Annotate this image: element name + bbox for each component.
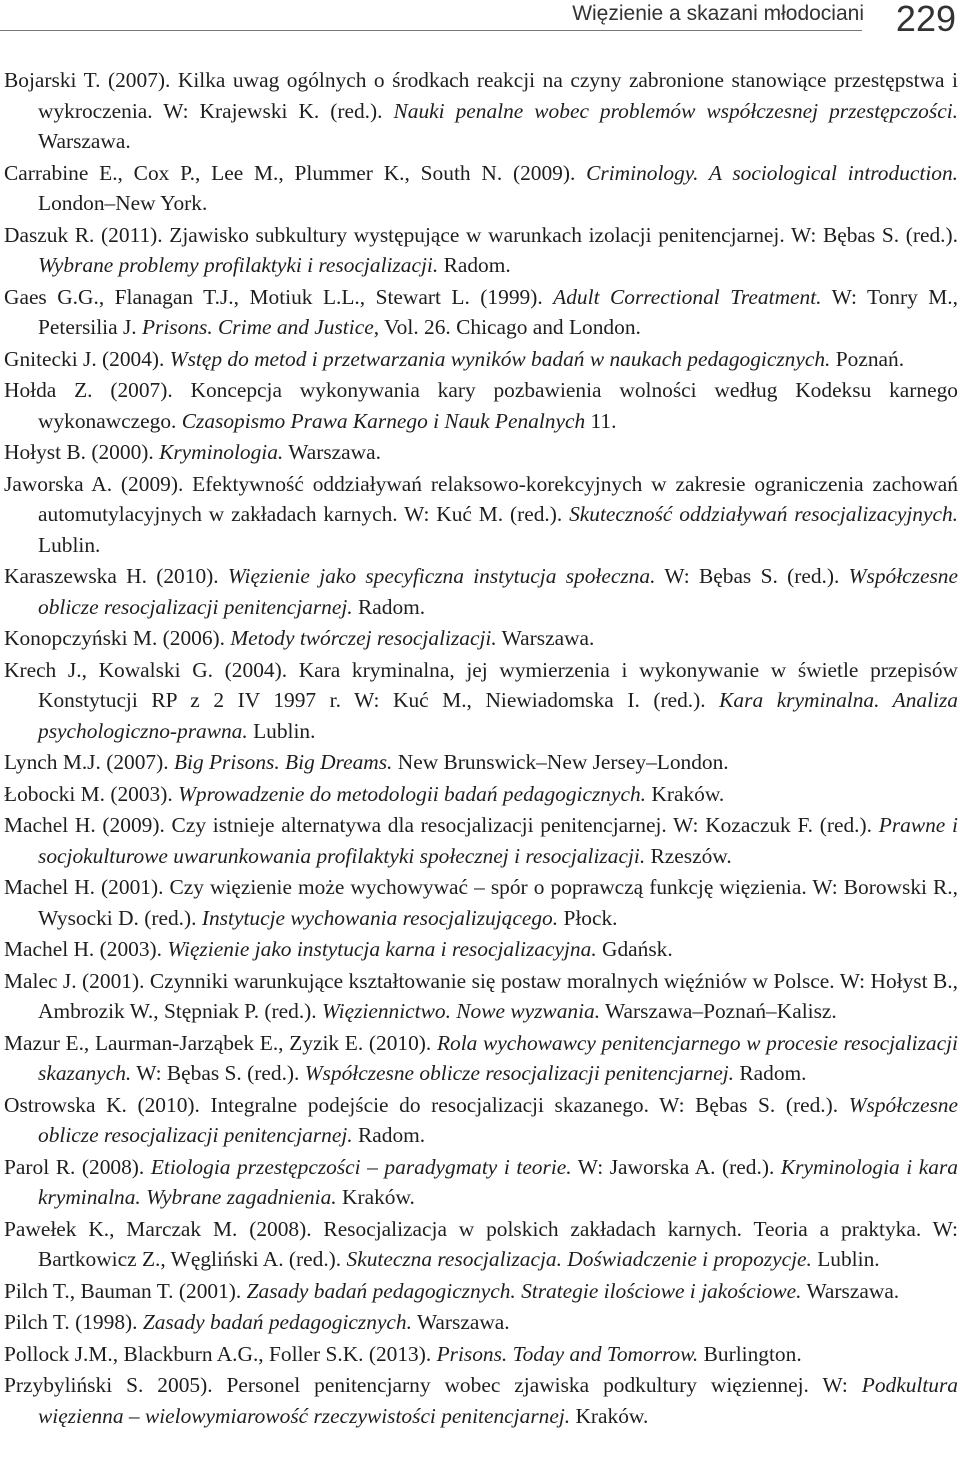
running-title: Więzienie a skazani młodociani <box>572 2 864 25</box>
reference-text: Krech J., Kowalski G. (2004). Kara kryminalna, jej wymierzenia i wykonywanie w świetle przepisów Konstytucji RP z 2 IV 1997 r. W: Kuć M., Niewiadomska I. (red.). <box>4 657 958 712</box>
reference-entry <box>4 1276 958 1307</box>
reference-text: W: Bębas S. (red.). <box>655 564 849 588</box>
reference-text: Radom. <box>352 594 426 619</box>
reference-text: Rzeszów. <box>645 843 732 868</box>
reference-entry <box>4 1307 958 1338</box>
reference-entry <box>4 375 958 436</box>
reference-text: W: Tonry M., Petersilia J. <box>38 284 958 339</box>
reference-text: Daszuk R. (2011). Zjawisko subkultury występujące w warunkach izolacji penitencjarnej. W: Bębas S. (red.). <box>4 222 958 247</box>
reference-title: Kryminologia. <box>159 440 284 464</box>
reference-entry <box>4 872 958 933</box>
header-rule <box>0 30 862 31</box>
reference-title: Wybrane problemy profilaktyki i resocjalizacji. <box>38 253 439 277</box>
reference-title: Zasady badań pedagogicznych. <box>142 1310 412 1334</box>
reference-entry <box>4 282 958 343</box>
reference-title: Więziennictwo. Nowe wyzwania. <box>322 999 601 1023</box>
reference-text: Warszawa. <box>38 129 131 153</box>
reference-title: Więzienie jako instytucja karna i resocjalizacyjna. <box>167 937 597 961</box>
reference-text: Kraków. <box>570 1403 649 1428</box>
reference-text: Przybyliński S. 2005). Personel penitencjarny wobec zjawiska podkultury więziennej. W: <box>4 1373 862 1397</box>
reference-text: Hołda Z. (2007). Koncepcja wykonywania kary pozbawienia wolności według Kodeksu karnego wykonawczego. <box>4 378 958 433</box>
reference-title: Criminology. A sociological introduction. <box>586 160 959 185</box>
reference-entry <box>4 1339 958 1370</box>
reference-title: Kryminologia i kara kryminalna. Wybrane zagadnienia. <box>38 1154 958 1209</box>
reference-title: Metody twórczej resocjalizacji. <box>230 626 497 650</box>
reference-text: Konopczyński M. (2006). <box>4 626 231 650</box>
reference-title: Kara kryminalna. Analiza psychologiczno-prawna. <box>38 688 958 743</box>
reference-title: Skuteczna resocjalizacja. Doświadczenie i propozycje. <box>346 1247 812 1271</box>
reference-text: London–New York. <box>38 191 208 215</box>
reference-text: Mazur E., Laurman-Jarząbek E., Zyzik E. (2010). <box>4 1030 437 1055</box>
reference-text: Warszawa. <box>283 440 381 464</box>
reference-entry <box>4 966 958 1027</box>
reference-entry <box>4 1370 958 1431</box>
reference-entry <box>4 1214 958 1275</box>
reference-text: Gnitecki J. (2004). <box>4 346 170 371</box>
reference-text: Machel H. (2001). Czy więzienie może wychowywać – spór o poprawczą funkcję więzienia. W: Borowski R., Wysocki D. (red.). <box>4 875 958 930</box>
reference-title: Wprowadzenie do metodologii badań pedagogicznych. <box>178 781 647 806</box>
reference-list <box>4 65 958 1432</box>
reference-text: Ostrowska K. (2010). Integralne podejście do resocjalizacji skazanego. W: Bębas S. (red.). <box>4 1092 849 1117</box>
reference-text: Parol R. (2008). <box>4 1154 151 1179</box>
reference-entry <box>4 1090 958 1151</box>
reference-text: Machel H. (2003). <box>4 937 168 961</box>
reference-text: Gaes G.G., Flanagan T.J., Motiuk L.L., Stewart L. (1999). <box>4 284 554 309</box>
reference-text: Poznań. <box>830 346 905 371</box>
reference-title: Prawne i socjokulturowe uwarunkowania profilaktyki społecznej i resocjalizacji. <box>38 813 958 868</box>
reference-text: Karaszewska H. (2010). <box>4 564 228 588</box>
page-number: 229 <box>895 0 956 39</box>
reference-text: Radom. <box>438 253 511 277</box>
reference-title: Adult Correctional Treatment. <box>553 284 822 309</box>
reference-text: Gdańsk. <box>596 937 673 961</box>
reference-title: Współczesne oblicze resocjalizacji penitencjarnej. <box>38 564 958 619</box>
reference-entry <box>4 747 958 778</box>
reference-text: W: Bębas S. (red.). <box>131 1061 305 1085</box>
reference-text: Kraków. <box>646 781 725 806</box>
reference-title: Nauki penalne wobec problemów współczesnej przestępczości. <box>393 98 958 123</box>
reference-title: Współczesne oblicze resocjalizacji penitencjarnej. <box>38 1092 958 1147</box>
reference-text: , Vol. 26. Chicago and London. <box>373 315 641 339</box>
reference-text: Carrabine E., Cox P., Lee M., Plummer K., South N. (2009). <box>4 160 587 185</box>
reference-title: Big Prisons. Big Dreams. <box>173 750 393 774</box>
reference-text: Pollock J.M., Blackburn A.G., Foller S.K. (2013). <box>4 1341 437 1366</box>
reference-entry <box>4 65 958 157</box>
reference-title: Skuteczność oddziaływań resocjalizacyjnych. <box>569 502 958 526</box>
reference-text: Malec J. (2001). Czynniki warunkujące kształtowanie się postaw moralnych więźniów w Polsce. W: Hołyst B., Ambrozik W., Stępniak P. (red.). <box>4 968 958 1023</box>
reference-title: Czasopismo Prawa Karnego i Nauk Penalnych <box>181 408 586 433</box>
reference-text: Pawełek K., Marczak M. (2008). Resocjalizacja w polskich zakładach karnych. Teoria a praktyka. W: Bartkowicz Z., Węgliński A. (red.). <box>4 1216 958 1271</box>
reference-entry <box>4 779 958 810</box>
reference-text: Lublin. <box>38 532 101 557</box>
reference-title: Podkultura więzienna – wielowymiarowość rzeczywistości penitencjarnej. <box>38 1373 958 1428</box>
page-header <box>0 0 960 46</box>
reference-text: Pilch T., Bauman T. (2001). <box>4 1278 247 1303</box>
reference-entry <box>4 810 958 871</box>
reference-text: Warszawa–Poznań–Kalisz. <box>600 999 837 1023</box>
reference-title: Zasady badań pedagogicznych. Strategie ilościowe i jakościowe. <box>246 1278 802 1303</box>
reference-text: New Brunswick–New Jersey–London. <box>392 750 729 774</box>
reference-entry <box>4 158 958 219</box>
reference-text: Radom. <box>352 1123 426 1147</box>
reference-entry <box>4 469 958 561</box>
reference-entry <box>4 623 958 654</box>
reference-entry <box>4 344 958 375</box>
reference-text: W: Jaworska A. (red.). <box>571 1154 781 1179</box>
reference-entry <box>4 1028 958 1089</box>
reference-text: Machel H. (2009). Czy istnieje alternatywa dla resocjalizacji penitencjarnej. W: Kozaczuk F. (red.). <box>4 813 879 837</box>
reference-text: Warszawa. <box>411 1310 510 1334</box>
reference-title: Rola wychowawcy penitencjarnego w procesie resocjalizacji skazanych. <box>38 1030 958 1085</box>
reference-text: Burlington. <box>698 1341 802 1366</box>
reference-text: Warszawa. <box>801 1278 900 1303</box>
reference-entry <box>4 1152 958 1213</box>
reference-text: Warszawa. <box>496 626 595 650</box>
reference-text: Jaworska A. (2009). Efektywność oddziaływań relaksowo-korekcyjnych w zakresie ograniczenia zachowań automutylacyjnych w zakładach karnych. W: Kuć M. (red.). <box>4 471 958 526</box>
reference-title: Więzienie jako specyficzna instytucja społeczna. <box>227 564 656 588</box>
reference-text: Lynch M.J. (2007). <box>4 750 174 774</box>
reference-text: Bojarski T. (2007). Kilka uwag ogólnych o środkach reakcji na czyny zabronione stanowiące przestępstwa i wykroczenia. W: Krajewski K. (red.). <box>4 68 958 123</box>
reference-text: Łobocki M. (2003). <box>4 781 179 806</box>
reference-title: Etiologia przestępczości – paradygmaty i teorie. <box>150 1154 572 1179</box>
reference-text: Lublin. <box>811 1247 880 1271</box>
reference-text: Lublin. <box>247 718 316 743</box>
reference-title: Instytucje wychowania resocjalizującego. <box>201 905 559 930</box>
reference-text: Kraków. <box>336 1185 415 1209</box>
reference-text: Hołyst B. (2000). <box>4 440 160 464</box>
reference-text: Pilch T. (1998). <box>4 1310 143 1334</box>
reference-entry <box>4 437 958 468</box>
reference-title: Współczesne oblicze resocjalizacji penitencjarnej. <box>304 1061 735 1085</box>
reference-entry <box>4 934 958 965</box>
reference-entry <box>4 655 958 747</box>
reference-entry <box>4 220 958 281</box>
reference-title: Prisons. Today and Tomorrow. <box>436 1341 699 1366</box>
reference-text: Radom. <box>734 1061 807 1085</box>
reference-title: Prisons. Crime and Justice <box>141 315 374 339</box>
reference-entry <box>4 561 958 622</box>
reference-text: Płock. <box>558 905 618 930</box>
reference-text: 11. <box>585 408 617 433</box>
reference-title: Wstęp do metod i przetwarzania wyników badań w naukach pedagogicznych. <box>169 346 831 371</box>
